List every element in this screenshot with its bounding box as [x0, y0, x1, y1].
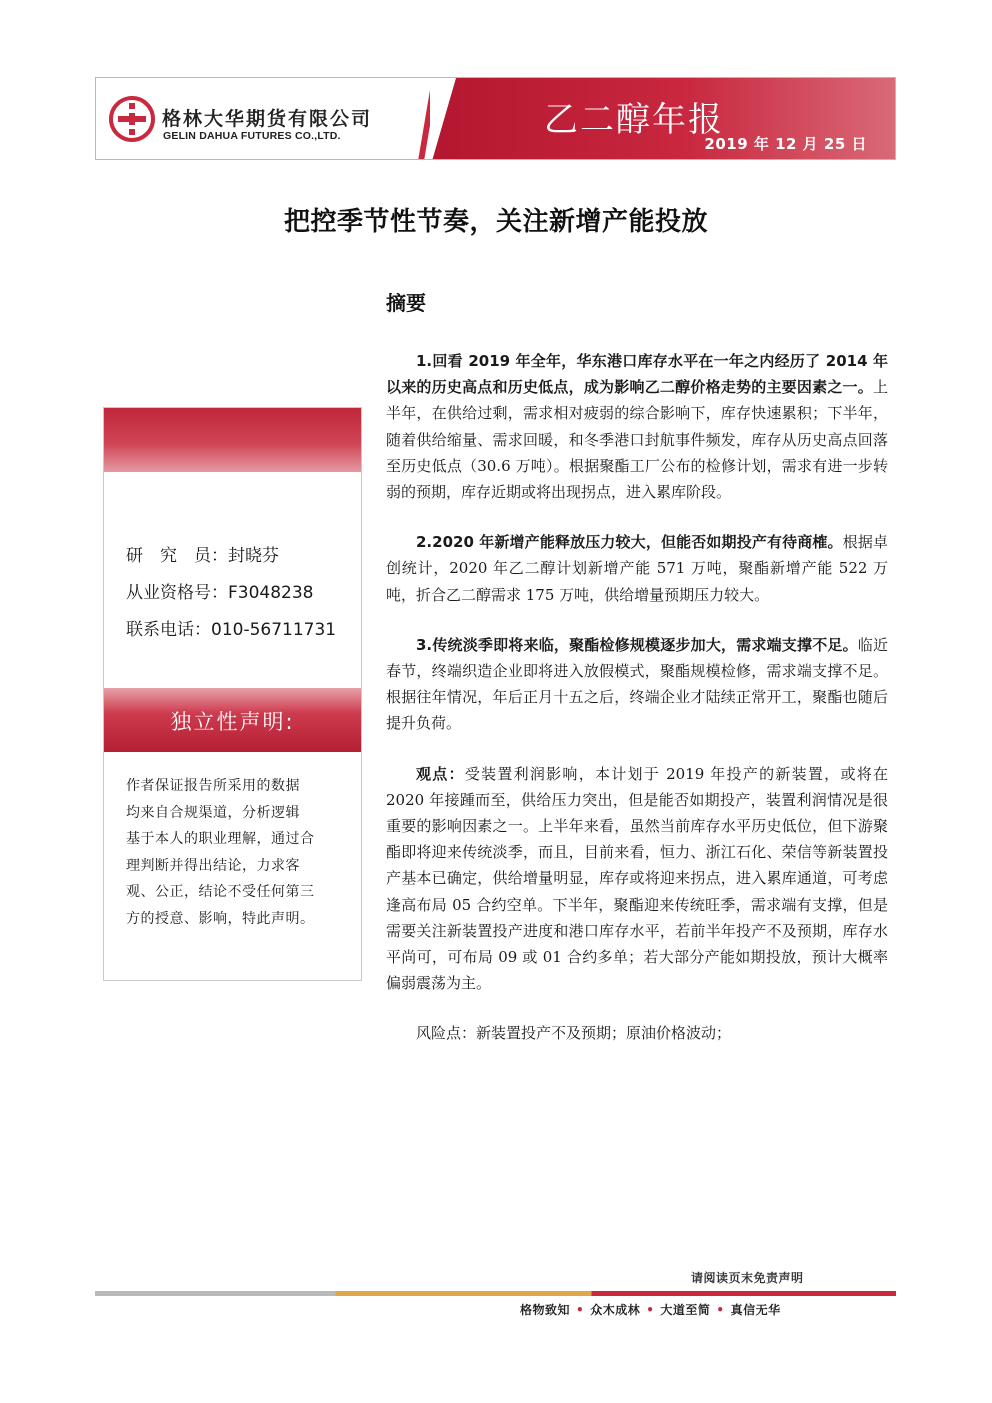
report-type: 乙二醇年报 — [544, 100, 724, 140]
paragraph-1-text: 上半年，在供给过剩，需求相对疲弱的综合影响下，库存快速累积；下半年，随着供给缩量、需求回暖，和冬季港口封航事件频发，库存从历史高点回落至历史低点（30.6 万吨）。根据聚酯工厂公布的检修计划，需求有进一步转弱的预期，库存近期或将出现拐点，进入累库阶段。 — [386, 378, 888, 502]
sidebar-top-bar — [104, 408, 361, 472]
declaration-title: 独立性声明: — [170, 710, 295, 734]
document-title: 把控季节性节奏，关注新增产能投放 — [283, 207, 708, 237]
declaration-line: 作者保证报告所采用的数据 — [126, 778, 300, 794]
paragraph-3-text: 临近春节，终端织造企业即将进入放假模式，聚酯规模检修，需求端支撑不足。根据往年情况，年后正月十五之后，终端企业才陆续正常开工，聚酯也随后提升负荷。 — [386, 635, 888, 733]
footer-divider — [95, 1291, 896, 1296]
abstract-paragraph-3 — [386, 632, 888, 737]
contact-phone: 联系电话：010-56711731 — [126, 620, 337, 640]
bullet-dot-icon: • — [646, 1303, 655, 1317]
declaration-line: 观、公正，结论不受任何第三 — [126, 884, 315, 900]
banner-divider — [418, 78, 430, 160]
abstract-paragraph-1 — [386, 348, 888, 505]
abstract-paragraph-4 — [386, 761, 888, 997]
abstract-body — [386, 348, 888, 1047]
qualification-number: 从业资格号：F3048238 — [126, 583, 314, 603]
paragraph-2-lead: 2.2020 年新增产能释放压力较大，但能否如期投产有待商榷。 — [416, 533, 843, 552]
slogan-4: 真信无华 — [730, 1303, 781, 1317]
risk-points: 风险点：新装置投产不及预期；原油价格波动； — [416, 1024, 732, 1043]
declaration-line: 方的授意、影响，特此声明。 — [126, 910, 315, 927]
bullet-dot-icon: • — [576, 1303, 585, 1317]
slogan-1: 格物致知 — [520, 1303, 571, 1317]
paragraph-1-lead: 1.回看 2019 年全年，华东港口库存水平在一年之内经历了 2014 年以来的历史高点和历史低点，成为影响乙二醇价格走势的主要因素之一。 — [386, 352, 888, 397]
slogan-3: 大道至简 — [660, 1303, 711, 1317]
researcher-name: 研 究 员：封晓芬 — [126, 546, 279, 566]
footer-slogans — [520, 1301, 781, 1318]
company-name-cn: 格林大华期货有限公司 — [162, 108, 373, 130]
author-sidebar — [103, 407, 362, 981]
declaration-line: 理判断并得出结论，力求客 — [126, 857, 300, 874]
report-date: 2019 年 12 月 25 日 — [704, 135, 867, 153]
company-logo-icon — [108, 95, 156, 143]
researcher-info — [126, 538, 336, 649]
bullet-dot-icon: • — [716, 1303, 725, 1317]
company-name-en: GELIN DAHUA FUTURES CO.,LTD. — [163, 130, 341, 142]
slogan-2: 众木成林 — [590, 1303, 641, 1317]
disclaimer-note: 请阅读页末免责声明 — [691, 1271, 804, 1285]
declaration-bar — [104, 688, 361, 752]
declaration-line: 基于本人的职业理解，通过合 — [126, 831, 315, 847]
paragraph-2-text: 根据卓创统计，2020 年乙二醇计划新增产能 571 万吨，聚酯新增产能 522 万吨，折合乙二醇需求 175 万吨，供给增量预期压力较大。 — [386, 533, 888, 604]
paragraph-4-lead: 观点： — [416, 764, 465, 783]
abstract-paragraph-2 — [386, 529, 888, 608]
report-header-banner — [95, 77, 896, 160]
paragraph-3-lead: 3.传统淡季即将来临，聚酯检修规模逐步加大，需求端支撑不足。 — [416, 635, 858, 654]
declaration-body — [126, 773, 348, 932]
declaration-line: 均来自合规渠道，分析逻辑 — [126, 804, 300, 821]
abstract-heading: 摘要 — [386, 291, 426, 315]
paragraph-4-text: 受装置利润影响，本计划于 2019 年投产的新装置，或将在 2020 年接踵而至，供给压力突出，但是能否如期投产，装置利润情况是很重要的影响因素之一。上半年来看，虽然当前库存水平历史低位，但下游聚酯即将迎来传统淡季，而且，目前来看，恒力、浙江石化、荣信等新装置投产基本已确定，供给增量明显，库存或将迎来拐点，进入累库通道，可考虑逢高布局 05 合约空单。下半年，聚酯迎来传统旺季，需求端有支撑，但是需要关注新装置投产进度和港口库存水平，若前半年投产不及预期，库存水平尚可，可布局 09 或 01 合约多单；若大部分产能如期投放，预计大概率偏弱震荡为主。 — [386, 764, 888, 993]
